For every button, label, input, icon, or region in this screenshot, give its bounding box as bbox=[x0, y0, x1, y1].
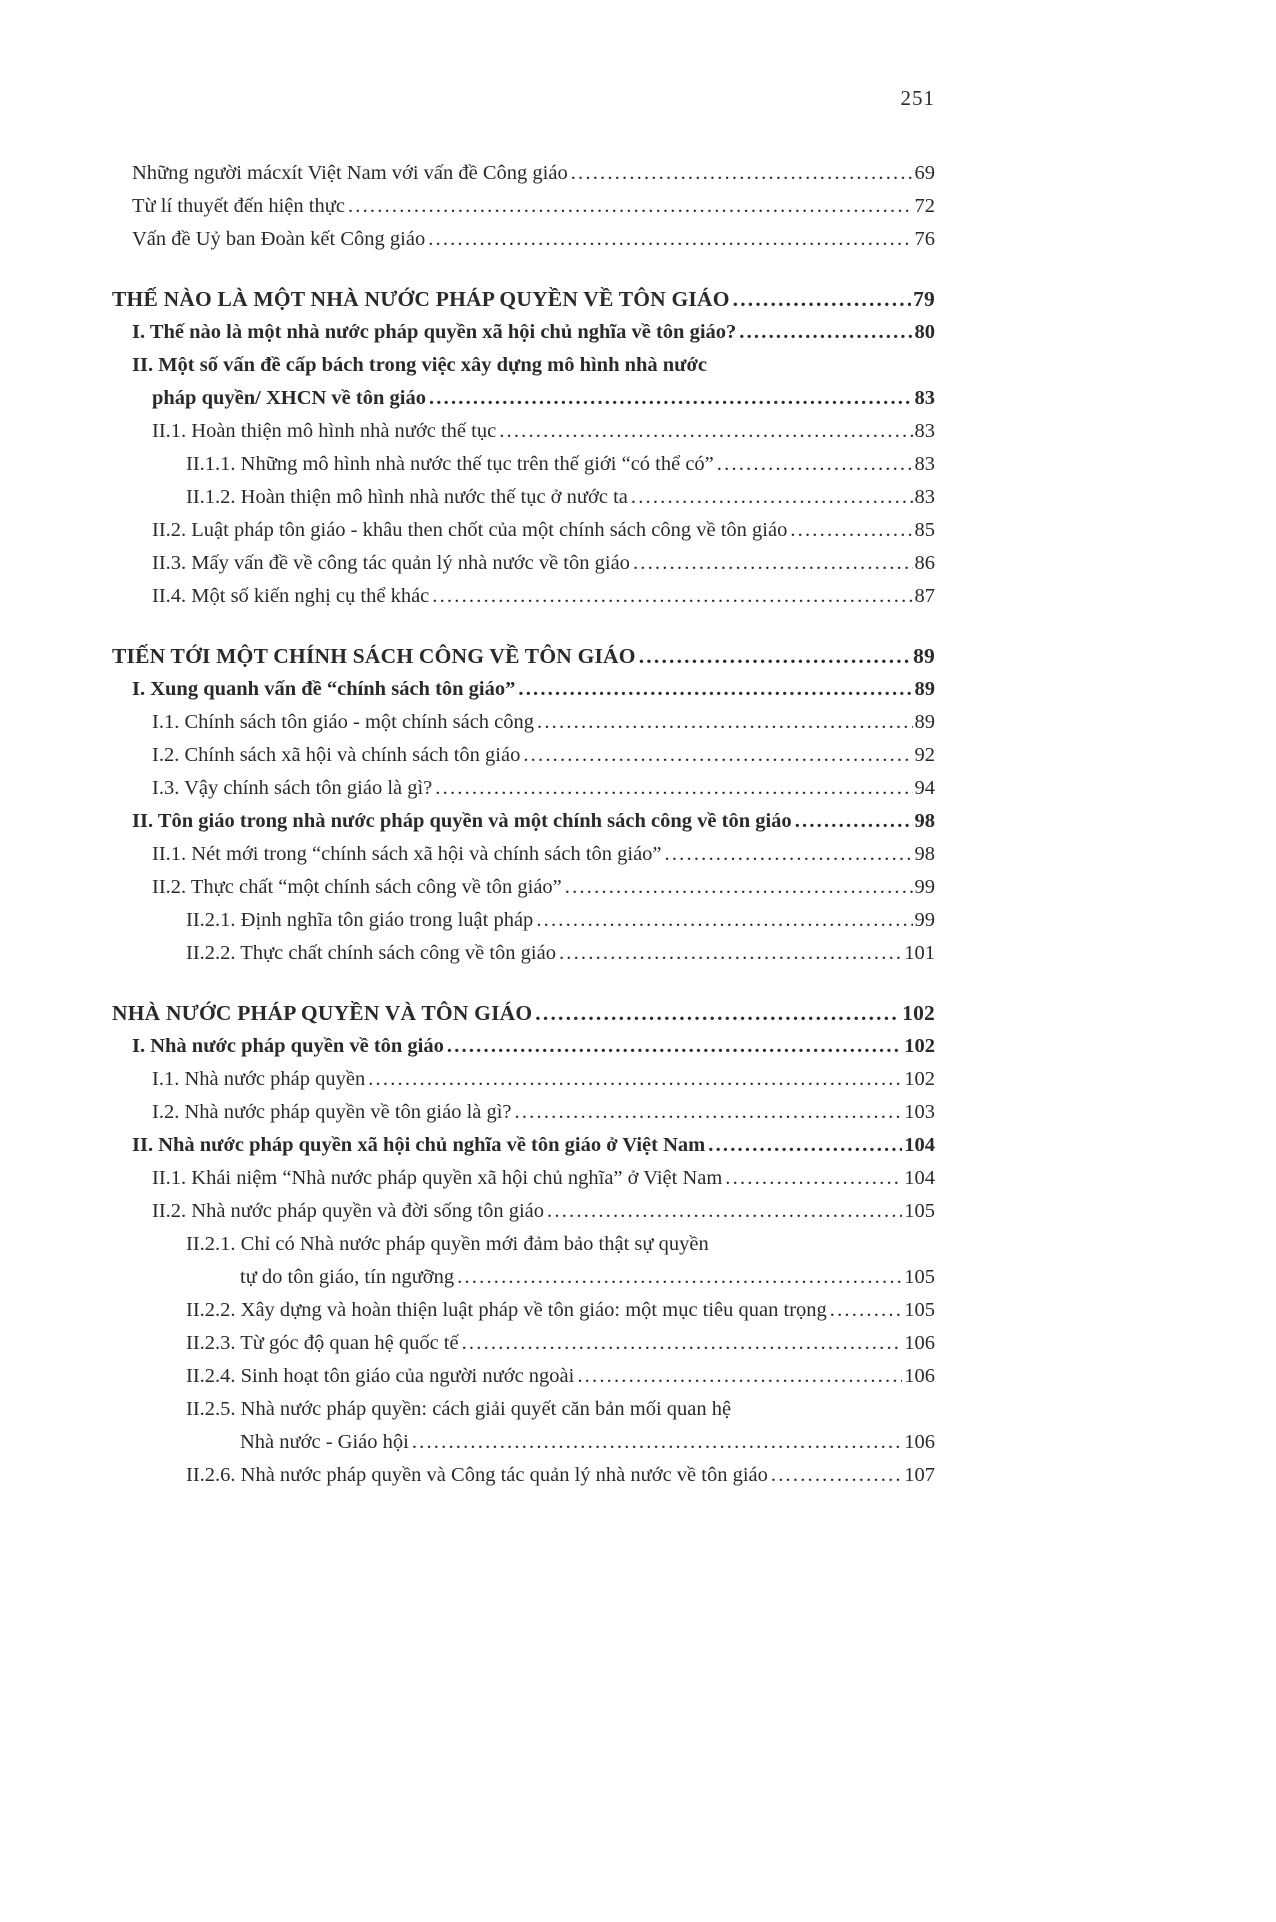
toc-entry-text: Vấn đề Uỷ ban Đoàn kết Công giáo bbox=[132, 228, 426, 250]
toc-entry-row bbox=[112, 190, 935, 223]
toc-entry-row bbox=[112, 514, 935, 547]
dot-leader bbox=[830, 1294, 902, 1327]
toc-entry-row bbox=[112, 223, 935, 256]
toc-entry-text: II. Nhà nước pháp quyền xã hội chủ nghĩa về tôn giáo ở Việt Nam bbox=[132, 1134, 706, 1156]
toc-entry-row bbox=[112, 415, 935, 448]
toc-entry-page: 72 bbox=[914, 195, 935, 217]
toc-entry-text: II.2. Luật pháp tôn giáo - khâu then chốt của một chính sách công về tôn giáo bbox=[152, 519, 788, 541]
dot-leader bbox=[633, 547, 913, 580]
dot-leader bbox=[515, 1096, 903, 1129]
toc-entry-text: pháp quyền/ XHCN về tôn giáo bbox=[152, 387, 426, 409]
toc-entry-row bbox=[112, 673, 935, 706]
toc-entry-text: THẾ NÀO LÀ MỘT NHÀ NƯỚC PHÁP QUYỀN VỀ TÔN GIÁO bbox=[112, 287, 730, 311]
dot-leader bbox=[518, 673, 912, 706]
toc-entry-text: II. Tôn giáo trong nhà nước pháp quyền và một chính sách công về tôn giáo bbox=[132, 810, 792, 832]
toc-entry-page: 106 bbox=[904, 1365, 935, 1387]
toc-entry-row bbox=[112, 1228, 935, 1261]
toc-entry-page: 102 bbox=[904, 1035, 935, 1057]
toc-entry-row bbox=[112, 580, 935, 613]
toc-entry-text: II. Một số vấn đề cấp bách trong việc xây dựng mô hình nhà nước bbox=[132, 354, 707, 376]
toc-entry-text: II.2.1. Định nghĩa tôn giáo trong luật pháp bbox=[186, 909, 534, 931]
toc-entry-row bbox=[112, 157, 935, 190]
toc-entry-page: 103 bbox=[904, 1101, 935, 1123]
toc-entry-row bbox=[112, 448, 935, 481]
toc-entry-text: II.1. Hoàn thiện mô hình nhà nước thế tục bbox=[152, 420, 497, 442]
toc-entry-text: I.1. Nhà nước pháp quyền bbox=[152, 1068, 366, 1090]
toc-entry-text: II.2.6. Nhà nước pháp quyền và Công tác quản lý nhà nước về tôn giáo bbox=[186, 1464, 768, 1486]
toc-entry-row bbox=[112, 1162, 935, 1195]
toc-entry-row bbox=[112, 937, 935, 970]
toc-entry-text: II.2.4. Sinh hoạt tôn giáo của người nước ngoài bbox=[186, 1365, 575, 1387]
toc-heading-row bbox=[112, 640, 935, 673]
toc-entry-row bbox=[112, 1030, 935, 1063]
toc-entry-row bbox=[112, 1327, 935, 1360]
toc-entry-page: 105 bbox=[904, 1266, 935, 1288]
toc-entry-row bbox=[112, 1294, 935, 1327]
toc-entry-row bbox=[112, 871, 935, 904]
toc-entry-page: 69 bbox=[914, 162, 935, 184]
toc-entry-page: 89 bbox=[913, 644, 935, 668]
toc-entry-page: 105 bbox=[904, 1299, 935, 1321]
toc-entry-row bbox=[112, 349, 935, 382]
toc-entry-row bbox=[112, 1063, 935, 1096]
toc-entry-text: II.2.5. Nhà nước pháp quyền: cách giải quyết căn bản mối quan hệ bbox=[186, 1398, 732, 1420]
toc-entry-row bbox=[112, 772, 935, 805]
toc-entry-row bbox=[112, 706, 935, 739]
toc-entry-page: 99 bbox=[914, 909, 935, 931]
dot-leader bbox=[733, 283, 911, 316]
toc-entry-row bbox=[112, 1426, 935, 1459]
toc-entry-text: I.3. Vậy chính sách tôn giáo là gì? bbox=[152, 777, 433, 799]
toc-entry-page: 102 bbox=[902, 1001, 935, 1025]
toc-entry-row bbox=[112, 1459, 935, 1492]
toc-entry-page: 89 bbox=[914, 678, 935, 700]
toc-entry-page: 99 bbox=[914, 876, 935, 898]
toc-entry-page: 87 bbox=[914, 585, 935, 607]
dot-leader bbox=[717, 448, 913, 481]
toc-entry-text: I.1. Chính sách tôn giáo - một chính sách công bbox=[152, 711, 535, 733]
toc-entry-page: 83 bbox=[914, 486, 935, 508]
toc-entry-text: I. Xung quanh vấn đề “chính sách tôn giáo” bbox=[132, 678, 516, 700]
toc-entry-page: 98 bbox=[914, 843, 935, 865]
toc-entry-page: 83 bbox=[914, 420, 935, 442]
toc-entry-text: Từ lí thuyết đến hiện thực bbox=[132, 195, 345, 217]
toc-entry-page: 104 bbox=[904, 1134, 935, 1156]
toc-entry-page: 76 bbox=[914, 228, 935, 250]
toc-entry-text: II.2.2. Thực chất chính sách công về tôn giáo bbox=[186, 942, 556, 964]
toc-entry-row bbox=[112, 1393, 935, 1426]
toc-entry-text: II.2. Thực chất “một chính sách công về tôn giáo” bbox=[152, 876, 562, 898]
toc-entry-page: 107 bbox=[904, 1464, 935, 1486]
toc-entry-text: II.3. Mấy vấn đề về công tác quản lý nhà nước về tôn giáo bbox=[152, 552, 630, 574]
toc-entry-text: I. Nhà nước pháp quyền về tôn giáo bbox=[132, 1035, 444, 1057]
dot-leader bbox=[739, 316, 912, 349]
dot-leader bbox=[639, 640, 911, 673]
dot-leader bbox=[665, 838, 913, 871]
toc-entry-page: 83 bbox=[914, 453, 935, 475]
dot-leader bbox=[571, 157, 913, 190]
toc-entry-text: II.2.3. Từ góc độ quan hệ quốc tế bbox=[186, 1332, 459, 1354]
toc-entry-row bbox=[112, 481, 935, 514]
toc-entry-page: 105 bbox=[904, 1200, 935, 1222]
dot-leader bbox=[412, 1426, 902, 1459]
toc-entry-row bbox=[112, 382, 935, 415]
toc-entry-text: II.1. Khái niệm “Nhà nước pháp quyền xã hội chủ nghĩa” ở Việt Nam bbox=[152, 1167, 723, 1189]
toc-entry-text: I.2. Chính sách xã hội và chính sách tôn giáo bbox=[152, 744, 521, 766]
toc-entry-page: 83 bbox=[914, 387, 935, 409]
dot-leader bbox=[432, 580, 912, 613]
dot-leader bbox=[565, 871, 913, 904]
dot-leader bbox=[368, 1063, 902, 1096]
toc-entry-page: 86 bbox=[914, 552, 935, 574]
toc-entry-row bbox=[112, 904, 935, 937]
page-number: 251 bbox=[900, 86, 935, 110]
toc-entry-page: 89 bbox=[914, 711, 935, 733]
dot-leader bbox=[499, 415, 912, 448]
toc-entry-page: 85 bbox=[914, 519, 935, 541]
toc-entry-row bbox=[112, 1261, 935, 1294]
dot-leader bbox=[771, 1459, 902, 1492]
toc-entry-text: I.2. Nhà nước pháp quyền về tôn giáo là gì? bbox=[152, 1101, 512, 1123]
toc-entry-page: 94 bbox=[914, 777, 935, 799]
toc-entry-text: tự do tôn giáo, tín ngưỡng bbox=[240, 1266, 455, 1288]
dot-leader bbox=[535, 997, 900, 1030]
toc-entry-page: 79 bbox=[913, 287, 935, 311]
toc-entry-row bbox=[112, 739, 935, 772]
dot-leader bbox=[523, 739, 912, 772]
toc-entry-text: II.1.2. Hoàn thiện mô hình nhà nước thế tục ở nước ta bbox=[186, 486, 628, 508]
toc-entry-text: II.1. Nét mới trong “chính sách xã hội và chính sách tôn giáo” bbox=[152, 843, 662, 865]
toc-entry-text: Nhà nước - Giáo hội bbox=[240, 1431, 409, 1453]
toc-entry-row bbox=[112, 1195, 935, 1228]
toc-entry-row bbox=[112, 1129, 935, 1162]
toc-entry-row bbox=[112, 1360, 935, 1393]
toc-entry-row bbox=[112, 1096, 935, 1129]
toc-entry-page: 104 bbox=[904, 1167, 935, 1189]
dot-leader bbox=[428, 223, 912, 256]
dot-leader bbox=[537, 706, 912, 739]
toc-entry-text: II.1.1. Những mô hình nhà nước thế tục trên thế giới “có thể có” bbox=[186, 453, 714, 475]
toc-entry-page: 106 bbox=[904, 1332, 935, 1354]
toc-heading-row bbox=[112, 283, 935, 316]
toc-entry-text: TIẾN TỚI MỘT CHÍNH SÁCH CÔNG VỀ TÔN GIÁO bbox=[112, 644, 636, 668]
toc-entry-page: 80 bbox=[914, 321, 935, 343]
toc-entry-text: II.2.2. Xây dựng và hoàn thiện luật pháp về tôn giáo: một mục tiêu quan trọng bbox=[186, 1299, 827, 1321]
dot-leader bbox=[795, 805, 913, 838]
toc-entry-text: I. Thế nào là một nhà nước pháp quyền xã hội chủ nghĩa về tôn giáo? bbox=[132, 321, 737, 343]
toc-entry-row bbox=[112, 805, 935, 838]
toc-entry-text: II.2.1. Chỉ có Nhà nước pháp quyền mới đảm bảo thật sự quyền bbox=[186, 1233, 709, 1255]
dot-leader bbox=[790, 514, 912, 547]
toc-entry-page: 102 bbox=[904, 1068, 935, 1090]
dot-leader bbox=[447, 1030, 902, 1063]
dot-leader bbox=[462, 1327, 903, 1360]
dot-leader bbox=[559, 937, 902, 970]
dot-leader bbox=[348, 190, 913, 223]
toc-entry-page: 101 bbox=[904, 942, 935, 964]
dot-leader bbox=[708, 1129, 902, 1162]
toc-list bbox=[112, 157, 935, 1492]
dot-leader bbox=[457, 1261, 902, 1294]
toc-entry-page: 92 bbox=[914, 744, 935, 766]
toc-entry-row bbox=[112, 838, 935, 871]
toc-entry-text: Những người mácxít Việt Nam với vấn đề Công giáo bbox=[132, 162, 568, 184]
dot-leader bbox=[577, 1360, 902, 1393]
dot-leader bbox=[435, 772, 912, 805]
dot-leader bbox=[536, 904, 912, 937]
toc-entry-text: II.2. Nhà nước pháp quyền và đời sống tôn giáo bbox=[152, 1200, 545, 1222]
dot-leader bbox=[429, 382, 913, 415]
toc-entry-row bbox=[112, 547, 935, 580]
toc-heading-row bbox=[112, 997, 935, 1030]
toc-entry-text: NHÀ NƯỚC PHÁP QUYỀN VÀ TÔN GIÁO bbox=[112, 1001, 533, 1025]
dot-leader bbox=[631, 481, 913, 514]
toc-entry-text: II.4. Một số kiến nghị cụ thể khác bbox=[152, 585, 430, 607]
toc-entry-row bbox=[112, 316, 935, 349]
dot-leader bbox=[725, 1162, 902, 1195]
toc-entry-page: 98 bbox=[914, 810, 935, 832]
toc-entry-page: 106 bbox=[904, 1431, 935, 1453]
dot-leader bbox=[547, 1195, 902, 1228]
